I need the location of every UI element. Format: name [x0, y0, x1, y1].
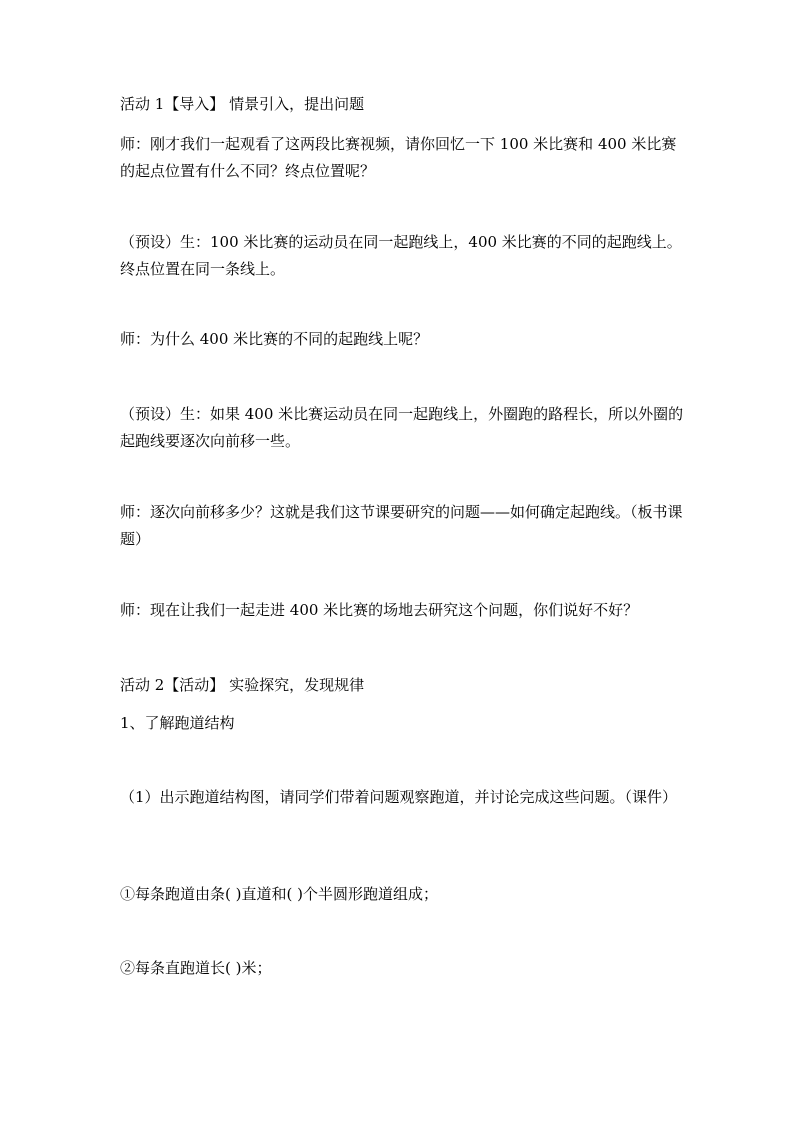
track-structure-paragraph: （1）出示跑道结构图，请同学们带着问题观察跑道，并讨论完成这些问题。（课件） [120, 788, 678, 806]
teacher-why-paragraph: 师：为什么 400 米比赛的不同的起跑线上呢？ [120, 330, 429, 348]
lesson-topic-paragraph: 师：逐次向前移多少？这就是我们这节课要研究的问题——如何确定起跑线。（板书课题） [120, 503, 683, 548]
fill-in-question-1: ①每条跑道由条( )直道和( )个半圆形跑道组成； [120, 885, 438, 903]
activity-1-heading: 活动 1【导入】 情景引入，提出问题 [120, 95, 365, 113]
section-item-1: 1、了解跑道结构 [120, 714, 235, 732]
fill-in-question-2: ②每条直跑道长( )米； [120, 959, 272, 977]
teacher-invite-paragraph: 师：现在让我们一起走进 400 米比赛的场地去研究这个问题，你们说好不好？ [120, 601, 639, 619]
teacher-question-paragraph: 师：刚才我们一起观看了这两段比赛视频，请你回忆一下 100 米比赛和 400 米比赛的起点位置有什么不同？终点位置呢？ [120, 135, 677, 180]
expected-reason-paragraph: （预设）生：如果 400 米比赛运动员在同一起跑线上，外圈跑的路程长，所以外圈的起跑线要逐次向前移一些。 [120, 405, 684, 450]
expected-answer-paragraph: （预设）生：100 米比赛的运动员在同一起跑线上，400 米比赛的不同的起跑线上。终点位置在同一条线上。 [120, 233, 682, 278]
activity-2-heading: 活动 2【活动】 实验探究，发现规律 [120, 676, 365, 694]
